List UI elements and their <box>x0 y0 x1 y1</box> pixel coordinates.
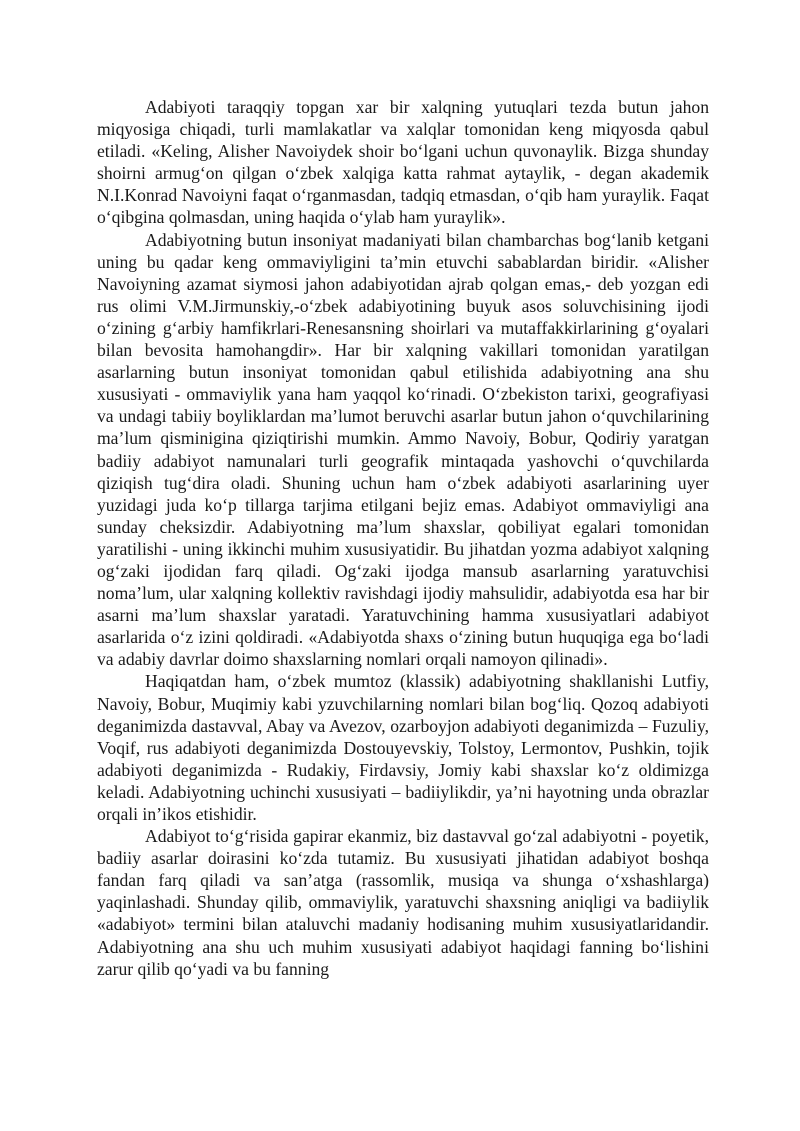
paragraph-2: Adabiyotning butun insoniyat madaniyati bilan chambarchas bogʻlanib ketgani uning bu qadar keng ommaviyligini taʼmin etuvchi sabablardan biridir. «Alisher Navoiyning azamat siymosi jahon adabiyotidan ajrab qolgan emas,- deb yozgan edi rus olimi V.M.Jirmunskiy,-oʻzbek adabiyotining buyuk asos soluvchisining ijodi oʻzining gʻarbiy hamfikrlari-Renesansning shoirlari va mutaffakkirlarining gʻoyalari bilan bevosita hamohangdir». Har bir xalqning vakillari tomonidan yaratilgan asarlarning butun insoniyat tomonidan qabul etilishida adabiyotning ana shu xususiyati - ommaviylik yana ham yaqqol koʻrinadi. Oʻzbekiston tarixi, geografiyasi va undagi tabiiy boyliklardan maʼlumot beruvchi asarlar butun jahon oʻquvchilarining maʼlum qisminigina qiziqtirishi mumkin. Ammo Navoiy, Bobur, Qodiriy yaratgan badiiy adabiyot namunalari turli geografik mintaqada yashovchi oʻquvchilarda qiziqish tugʻdira oladi. Shuning uchun ham oʻzbek adabiyoti asarlarining uyer yuzidagi juda koʻp tillarga tarjima etilgani bejiz emas. Adabiyot ommaviyligi ana sunday cheksizdir. Adabiyotning maʼlum shaxslar, qobiliyat egalari tomonidan yaratilishi - uning ikkinchi muhim xususiyatidir. Bu jihatdan yozma adabiyot xalqning ogʻzaki ijodidan farq qiladi. Ogʻzaki ijodga mansub asarlarning yaratuvchisi nomaʼlum, ular xalqning kollektiv ravishdagi ijodiy mahsulidir, adabiyotda esa har bir asarni maʼlum shaxslar yaratadi. Yaratuvchining hamma xususiyatlari adabiyot asarlarida oʻz izini qoldiradi. «Adabiyotda shaxs oʻzining butun huquqiga ega boʻladi va adabiy davrlar doimo shaxslarning nomlari orqali namoyon qilinadi». <box>97 229 709 670</box>
paragraph-4: Adabiyot toʻgʻrisida gapirar ekanmiz, biz dastavval goʻzal adabiyotni - poyetik, badiiy asarlar doirasini koʻzda tutamiz. Bu xususiyati jihatidan adabiyot boshqa fandan farq qiladi va sanʼatga (rassomlik, musiqa va shunga oʻxshashlarga) yaqinlashadi. Shunday qilib, ommaviylik, yaratuvchi shaxsning aniqligi va badiiylik «adabiyot» termini bilan ataluvchi madaniy hodisaning muhim xususiyatlaridandir. Adabiyotning ana shu uch muhim xususiyati adabiyot haqidagi fanning boʻlishini zarur qilib qoʻyadi va bu fanning <box>97 826 709 979</box>
paragraph-3: Haqiqatdan ham, oʻzbek mumtoz (klassik) adabiyotning shakllanishi Lutfiy, Navoiy, Bobur, Muqimiy kabi yzuvchilarning nomlari bilan bogʻliq. Qozoq adabiyoti deganimizda dastavval, Abay va Avezov, ozarboyjon adabiyoti deganimizda – Fuzuliy, Voqif, rus adabiyoti deganimizda Dostouyevskiy, Tolstoy, Lermontov, Pushkin, tojik adabiyoti deganimizda - Rudakiy, Firdavsiy, Jomiy kabi shaxslar koʻz oldimizga keladi. Adabiyotning uchinchi xususiyati – badiiylikdir, yaʼni hayotning unda obrazlar orqali inʼikos etishidir. <box>97 671 709 824</box>
document-body <box>97 96 709 980</box>
paragraph-1: Adabiyoti taraqqiy topgan xar bir xalqning yutuqlari tezda butun jahon miqyosiga chiqadi, turli mamlakatlar va xalqlar tomonidan keng miqyosda qabul etiladi. «Keling, Alisher Navoiydek shoir boʻlgani uchun quvonaylik. Bizga shunday shoirni armugʻon qilgan oʻzbek xalqiga katta rahmat aytaylik, - degan akademik N.I.Konrad Navoiyni faqat oʻrganmasdan, tadqiq etmasdan, oʻqib ham yuraylik. Faqat oʻqibgina qolmasdan, uning haqida oʻylab ham yuraylik». <box>97 97 709 228</box>
